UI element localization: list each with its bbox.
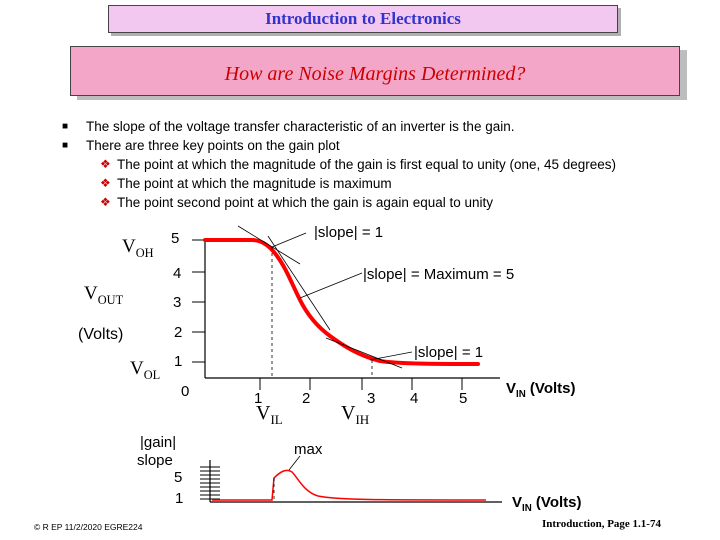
callout-line	[272, 233, 306, 247]
tangent-line-slope-max	[268, 236, 330, 330]
diamond-bullet-icon: ❖	[100, 195, 111, 209]
vtc-x-tick-label: 5	[459, 390, 468, 407]
vtc-x-tick-label: 4	[410, 390, 419, 407]
square-bullet-icon: ■	[62, 140, 69, 151]
vout-label: $V_{OUT}$	[84, 283, 124, 307]
tangent-line-slope-1-bottom	[326, 338, 402, 368]
gain-x-axis-label: $V_{IN}$ (Volts)	[512, 494, 582, 514]
square-bullet-icon: ■	[62, 121, 69, 132]
slope-max-annotation: |slope| = Maximum = 5	[363, 266, 515, 283]
gain-y-tick-label: 5	[174, 469, 183, 486]
gain-y-label-line1: |gain|	[140, 434, 177, 451]
vout-units-label: (Volts)	[78, 326, 124, 343]
diamond-bullet-icon: ❖	[100, 157, 111, 171]
sub-bullet-text: The point at which the magnitude of the gain is first equal to unity (one, 45 degrees)	[117, 157, 617, 172]
vtc-x-tick-label: 1	[254, 390, 263, 407]
bullet-text: The slope of the voltage transfer characteristic of an inverter is the gain.	[86, 119, 515, 134]
vtc-x-axis-label: $V_{IN}$ (Volts)	[506, 380, 576, 400]
slide-title: How are Noise Margins Determined?	[70, 46, 680, 96]
vtc-x-tick-label: 3	[367, 390, 376, 407]
max-annotation: max	[294, 441, 323, 458]
vtc-y-tick-label: 3	[173, 294, 182, 311]
gain-y-tick-label: 1	[175, 490, 184, 507]
vol-label: $V_{OL}$	[130, 358, 161, 382]
course-header: Introduction to Electronics	[108, 5, 618, 33]
footer-left: © R EP 11/2/2020 EGRE224	[34, 522, 143, 532]
voh-label: $V_{OH}$	[122, 236, 154, 260]
vtc-x-tick-label: 2	[302, 390, 311, 407]
callout-line	[300, 273, 362, 298]
vtc-y-tick-label: 1	[174, 353, 183, 370]
slope-unity-bottom-annotation: |slope| = 1	[414, 344, 484, 361]
slope-unity-top-annotation: |slope| = 1	[314, 224, 384, 241]
vih-label: $V_{IH}$	[341, 402, 370, 427]
sub-bullet-text: The point at which the magnitude is maximum	[117, 176, 392, 191]
vtc-y-tick-label: 5	[171, 230, 180, 247]
vil-label: $V_{IL}$	[256, 402, 283, 427]
tangent-line-slope-1-top	[238, 226, 300, 264]
diamond-bullet-icon: ❖	[100, 176, 111, 190]
vtc-y-tick-label: 4	[173, 265, 182, 282]
bullet-text: There are three key points on the gain plot	[86, 138, 340, 153]
max-callout-line	[289, 456, 300, 470]
vtc-y-tick-label: 2	[174, 324, 183, 341]
gain-y-label-line2: slope	[137, 452, 173, 469]
callout-line	[370, 352, 412, 360]
sub-bullet-text: The point second point at which the gain is again equal to unity	[117, 195, 494, 210]
vtc-y-tick-label: 0	[181, 383, 190, 400]
footer-right: Introduction, Page 1.1-74	[542, 518, 661, 530]
gain-curve	[212, 470, 486, 500]
